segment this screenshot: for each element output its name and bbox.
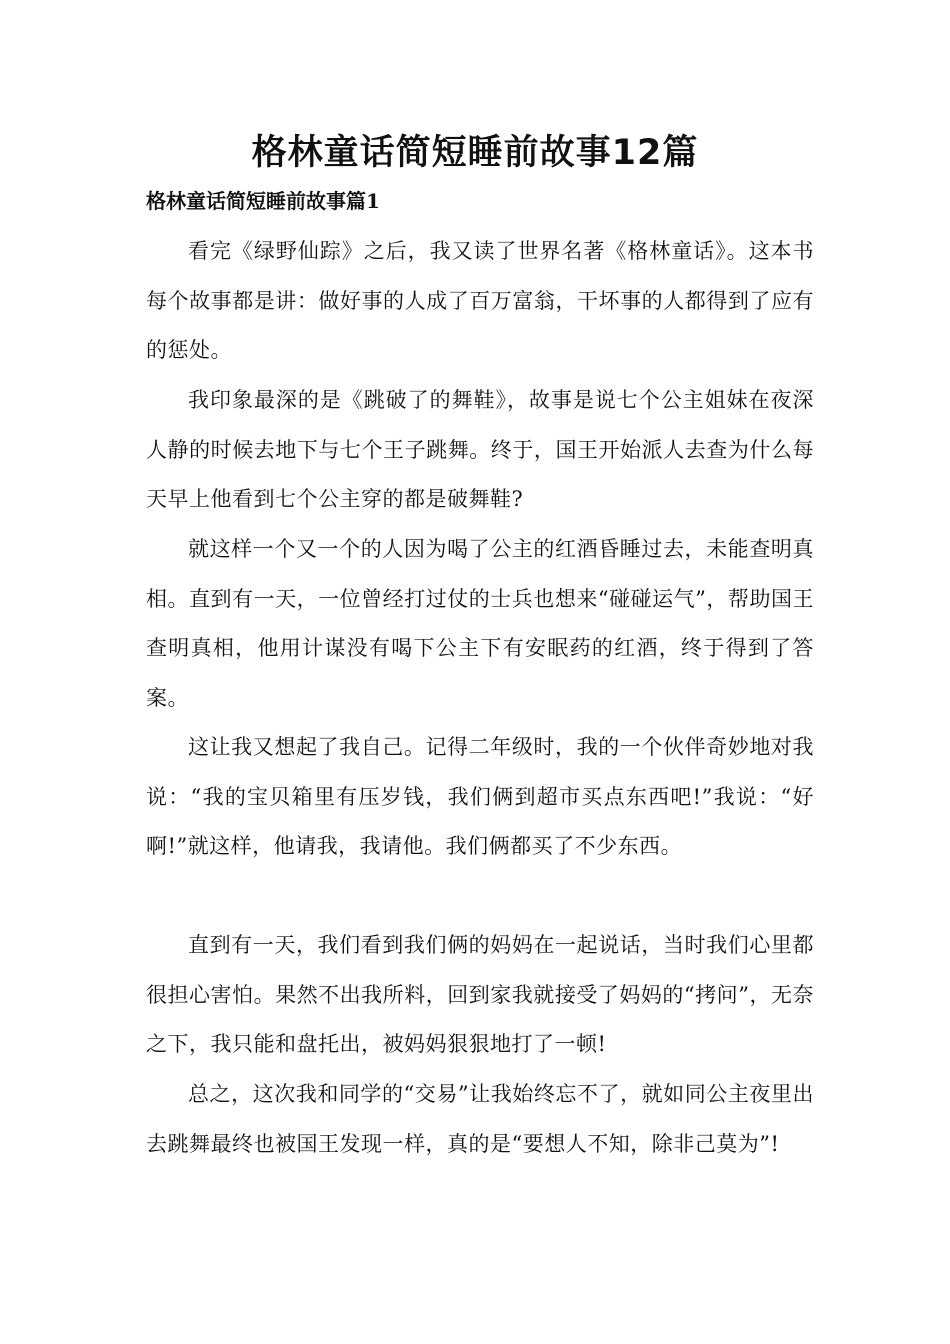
paragraph-4: 这让我又想起了我自己。记得二年级时，我的一个伙伴奇妙地对我说：“我的宝贝箱里有压岁钱，我们俩到超市买点东西吧!”我说：“好啊!”就这样，他请我，我请他。我们俩都买了不少东西。 [146, 735, 814, 858]
section-heading: 格林童话简短睡前故事篇1 [146, 189, 380, 213]
paragraph-5: 直到有一天，我们看到我们俩的妈妈在一起说话，当时我们心里都很担心害怕。果然不出我所料，回到家我就接受了妈妈的“拷问”，无奈之下，我只能和盘托出，被妈妈狠狠地打了一顿! [146, 933, 814, 1056]
paragraph-1: 看完《绿野仙踪》之后，我又读了世界名著《格林童话》。这本书每个故事都是讲：做好事的人成了百万富翁，干坏事的人都得到了应有的惩处。 [146, 239, 814, 362]
paragraph-6: 总之，这次我和同学的“交易”让我始终忘不了，就如同公主夜里出去跳舞最终也被国王发现一样，真的是“要想人不知，除非己莫为”! [146, 1082, 814, 1156]
paragraph-3: 就这样一个又一个的人因为喝了公主的红酒昏睡过去，未能查明真相。直到有一天，一位曾经打过仗的士兵也想来“碰碰运气”，帮助国王查明真相，他用计谋没有喝下公主下有安眠药的红酒，终于得到了答案。 [146, 537, 814, 710]
paragraph-2: 我印象最深的是《跳破了的舞鞋》，故事是说七个公主姐妹在夜深人静的时候去地下与七个王子跳舞。终于，国王开始派人去查为什么每天早上他看到七个公主穿的都是破舞鞋? [146, 388, 814, 511]
page-title: 格林童话简短睡前故事12篇 [251, 133, 699, 173]
